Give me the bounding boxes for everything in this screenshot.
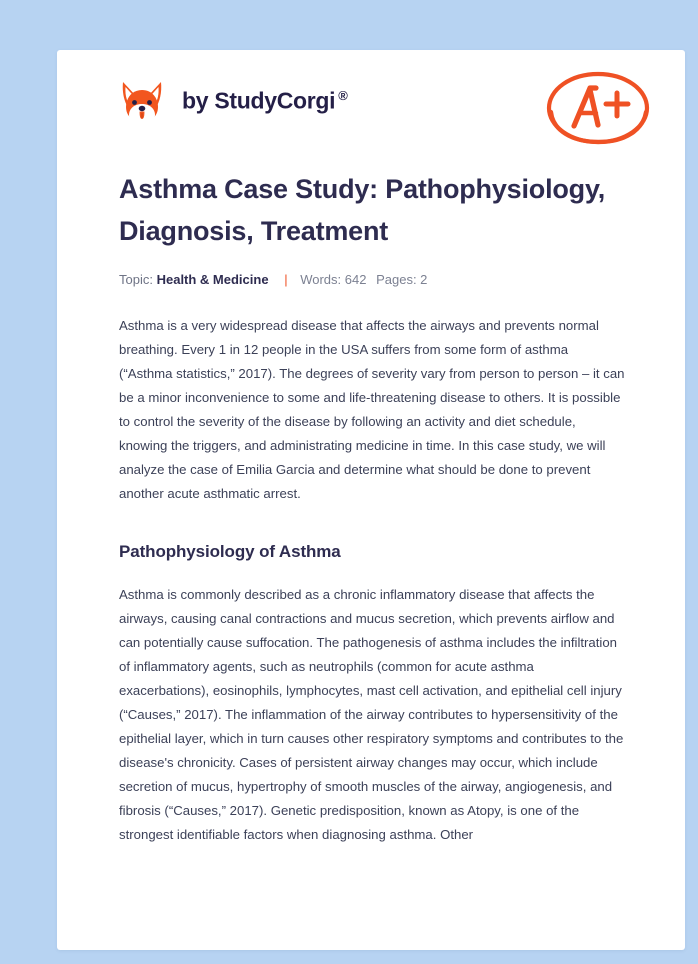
meta-topic-label: Topic: (119, 272, 153, 287)
registered-trademark-icon: ® (338, 88, 348, 104)
brand-name-text: by StudyCorgi (182, 87, 336, 114)
a-plus-circled-icon (543, 68, 653, 150)
corgi-head-icon (119, 78, 165, 124)
document-body (119, 168, 625, 847)
document-meta (119, 271, 625, 289)
page-title: Asthma Case Study: Pathophysiology, Diagnosis, Treatment (119, 174, 606, 246)
paragraph-pathophysiology: Asthma is commonly described as a chronic inflammatory disease that affects the airways, causing canal contractions and mucus secretion, which prevents airflow and can potentially cause suffocation. The pathogenesis of asthma includes the infiltration of inflammatory agents, such as neutrophils (common for acute asthma exacerbations), eosinophils, lymphocytes, mast cell activation, and epithelial cell injury (“Causes,” 2017). The inflammation of the airway contributes to hypersensitivity of the epithelial layer, which in turn causes other respiratory symptoms and contributes to the disease's chronicity. Cases of persistent airway changes may occur, which include secretion of mucus, hypertrophy of smooth muscles of the airway, angiogenesis, and fibrosis (“Causes,” 2017). Genetic predisposition, known as Atopy, is one of the strongest identifiable factors when diagnosing asthma. Other (119, 587, 624, 842)
studycorgi-brand[interactable] (119, 72, 348, 130)
meta-topic-value[interactable]: Health & Medicine (156, 272, 269, 287)
document-header (57, 50, 685, 160)
meta-word-count: Words: 642 (300, 272, 367, 287)
meta-page-count: Pages: 2 (376, 272, 428, 287)
brand-name (182, 89, 348, 113)
paragraph-intro: Asthma is a very widespread disease that affects the airways and prevents normal breathing. Every 1 in 12 people in the USA suffers from some form of asthma (“Asthma statistics,” 2017). The degrees of severity vary from person to person – it can be a minor inconvenience to some and life-threatening disease to others. It is possible to control the severity of the disease by following an activity and diet schedule, knowing the triggers, and administrating medicine in time. In this case study, we will analyze the case of Emilia Garcia and determine what should be done to prevent another acute asthmatic arrest. (119, 318, 625, 501)
document-page-sheet (57, 50, 685, 950)
meta-separator: | (284, 272, 288, 287)
section-heading-pathophysiology: Pathophysiology of Asthma (119, 542, 341, 561)
